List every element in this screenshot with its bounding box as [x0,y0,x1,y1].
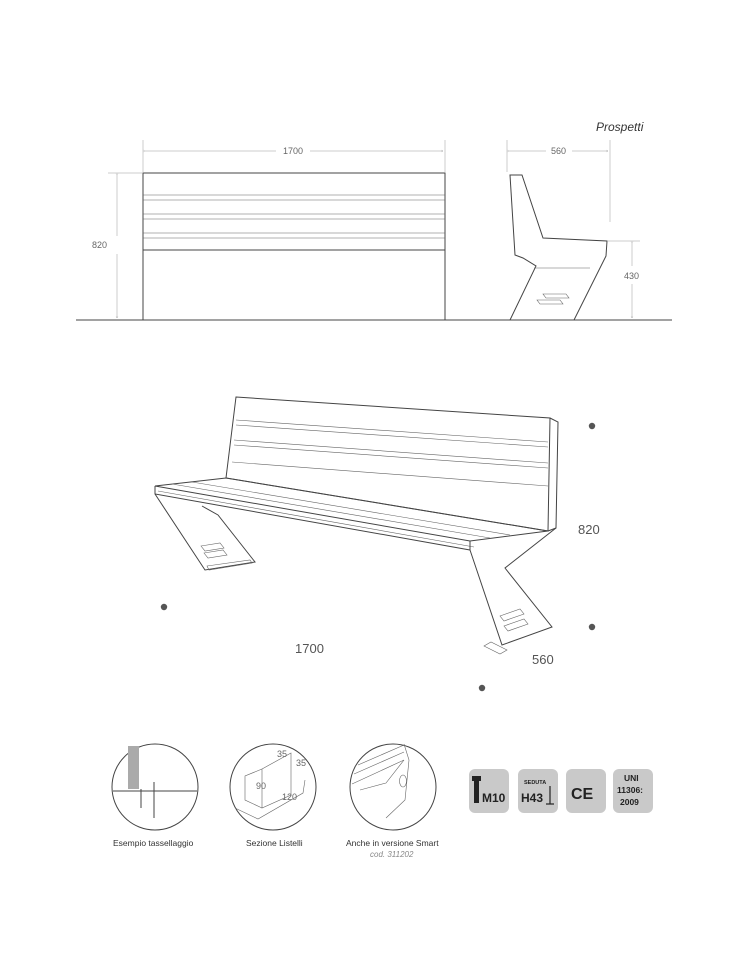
badge-ce [566,769,606,813]
svg-text:H43: H43 [521,791,544,805]
perspective-depth-label: 560 [532,652,554,667]
detail-smart-version [346,744,439,859]
svg-text:11306:: 11306: [617,785,643,795]
detail-anchoring [112,744,198,848]
perspective-height-label: 820 [578,522,600,537]
detail-anchoring-caption: Esempio tassellaggio [113,838,194,848]
slat-dim-90: 90 [256,781,267,791]
svg-text:SEDUTA: SEDUTA [524,780,547,786]
badge-uni-norm [613,769,653,813]
slat-dim-35b: 35 [296,758,307,768]
svg-text:2009: 2009 [620,797,639,807]
svg-text:UNI: UNI [624,773,639,783]
detail-slat-section [230,744,316,848]
front-elevation [76,140,672,320]
side-seat-height-label: 430 [624,271,640,281]
detail-smart-code: cod. 311202 [370,850,414,859]
page-title: Prospetti [596,120,644,134]
side-depth-label: 560 [551,146,567,156]
front-width-label: 1700 [283,146,304,156]
detail-slat-caption: Sezione Listelli [246,838,303,848]
bench-perspective [155,397,600,691]
badge-seat-height [518,769,558,813]
side-elevation [507,140,640,320]
svg-text:M10: M10 [482,791,506,805]
slat-dim-120: 120 [282,792,298,802]
front-height-label: 820 [92,240,108,250]
badge-m10 [469,769,509,813]
slat-dim-35a: 35 [277,749,288,759]
detail-smart-caption: Anche in versione Smart [346,838,439,848]
perspective-length-label: 1700 [295,641,324,656]
svg-text:CE: CE [571,786,594,803]
